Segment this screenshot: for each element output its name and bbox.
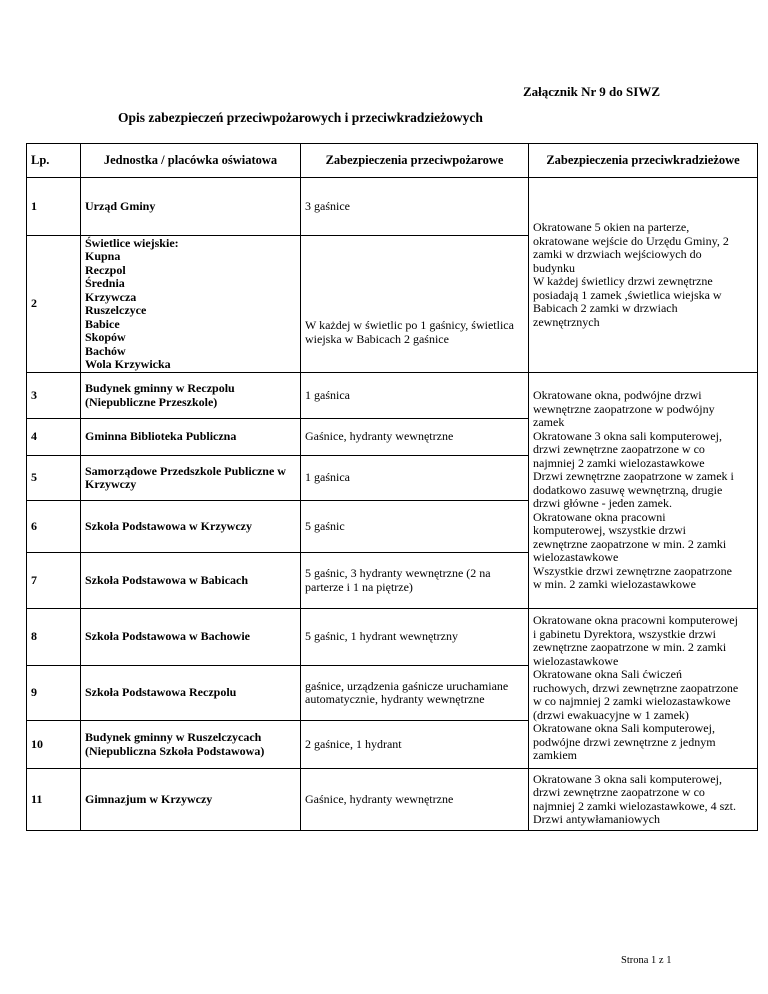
row-fire: gaśnice, urządzenia gaśnicze uruchamiane automatycznie, hydranty wewnętrzne [301, 666, 529, 721]
table-row [27, 769, 758, 831]
row-unit: Szkoła Podstawowa Reczpolu [81, 666, 301, 721]
row-theft [529, 609, 758, 769]
row-lp: 11 [27, 769, 81, 831]
row-fire: 5 gaśnic, 1 hydrant wewnętrzny [301, 609, 529, 666]
row-fire: Gaśnice, hydranty wewnętrzne [301, 769, 529, 831]
row-lp: 4 [27, 419, 81, 456]
row-lp: 5 [27, 456, 81, 501]
row-fire: 2 gaśnice, 1 hydrant [301, 721, 529, 769]
row-lp: 3 [27, 373, 81, 419]
column-header-unit: Jednostka / placówka oświatowa [81, 144, 301, 178]
row-fire: 3 gaśnice [301, 178, 529, 236]
row-lp: 2 [27, 236, 81, 373]
row-fire: 1 gaśnica [301, 456, 529, 501]
column-header-lp: Lp. [27, 144, 81, 178]
row-unit: Gminna Biblioteka Publiczna [81, 419, 301, 456]
row-unit: Urząd Gminy [81, 178, 301, 236]
table-row [27, 178, 758, 236]
row-fire: W każdej w świetlic po 1 gaśnicy, świetlica wiejska w Babicach 2 gaśnice [301, 236, 529, 373]
theft-text: Okratowane 3 okna sali komputerowej, drzwi zewnętrzne zaopatrzone w co najmniej 2 zamki wielozastawkowe, 4 szt. Drzwi antywłamaniowych [533, 771, 736, 826]
row-lp: 9 [27, 666, 81, 721]
row-lp: 7 [27, 553, 81, 609]
theft-text: Okratowane okna, podwójne drzwi wewnętrzne zaopatrzone w podwójny zamek Okratowane 3 okna sali komputerowej, drzwi zewnętrzne zaopatrzone w co najmniej 2 zamki wielozastawkowe Drzwi zewnętrzne zaopatrzone w zamek i dodatkowo zasuwę wewnętrzną, drugie drzwi główne - jeden zamek. Okratowane okna pracowni komputerowej, wszystkie drzwi zewnętrzne zaopatrzone w min. 2 zamki wielozastawkowe Wszystkie drzwi zewnętrzne zaopatrzone w min. 2 zamki wielozastawkowe [533, 388, 734, 592]
row-theft [529, 769, 758, 831]
security-table [26, 143, 758, 831]
column-header-fire: Zabezpieczenia przeciwpożarowe [301, 144, 529, 178]
row-unit: Budynek gminny w Ruszelczycach (Niepubliczna Szkoła Podstawowa) [81, 721, 301, 769]
row-unit: Gimnazjum w Krzywczy [81, 769, 301, 831]
page-number: Strona 1 z 1 [621, 955, 672, 966]
row-theft [529, 373, 758, 609]
row-unit [81, 236, 301, 373]
row-fire: 1 gaśnica [301, 373, 529, 419]
theft-text: Okratowane okna pracowni komputerowej i gabinetu Dyrektora, wszystkie drzwi zewnętrzne zaopatrzone w min. 2 zamki wielozastawkowe Okratowane okna Sali ćwiczeń ruchowych, drzwi zewnętrzne zaopatrzone w co najmniej 2 zamki wielozastawkowe (drzwi ewakuacyjne w 1 zamek) Okratowane okna Sali komputerowej, podwójne drzwi zewnętrzne z jednym zamkiem [533, 613, 739, 763]
table-header-row [27, 144, 758, 178]
table-row [27, 373, 758, 419]
annex-label: Załącznik Nr 9 do SIWZ [522, 84, 660, 99]
row-unit: Budynek gminny w Reczpolu (Niepubliczne Przeszkole) [81, 373, 301, 419]
row-unit: Szkoła Podstawowa w Babicach [81, 553, 301, 609]
row-fire: Gaśnice, hydranty wewnętrzne [301, 419, 529, 456]
table-row [27, 609, 758, 666]
row-lp: 6 [27, 501, 81, 553]
row-lp: 10 [27, 721, 81, 769]
row-fire: 5 gaśnic, 3 hydranty wewnętrzne (2 na parterze i 1 na piętrze) [301, 553, 529, 609]
village-list: Świetlice wiejskie: Kupna Reczpol Średnia Krzywcza Ruszelczyce Babice Skopów Bachów Wola Krzywicka [85, 235, 179, 371]
row-unit: Samorządowe Przedszkole Publiczne w Krzywczy [81, 456, 301, 501]
row-unit: Szkoła Podstawowa w Bachowie [81, 609, 301, 666]
row-lp: 8 [27, 609, 81, 666]
column-header-theft: Zabezpieczenia przeciwkradzieżowe [529, 144, 758, 178]
row-fire: 5 gaśnic [301, 501, 529, 553]
document-title: Opis zabezpieczeń przeciwpożarowych i przeciwkradzieżowych [118, 110, 483, 125]
row-unit: Szkoła Podstawowa w Krzywczy [81, 501, 301, 553]
row-lp: 1 [27, 178, 81, 236]
row-theft [529, 178, 758, 373]
theft-text: Okratowane 5 okien na parterze, okratowane wejście do Urzędu Gminy, 2 zamki w drzwiach wejściowych do budynku W każdej świetlicy drzwi zewnętrzne posiadają 1 zamek ,świetlica wiejska w Babicach 2 zamki w drzwiach zewnętrznych [533, 220, 729, 329]
